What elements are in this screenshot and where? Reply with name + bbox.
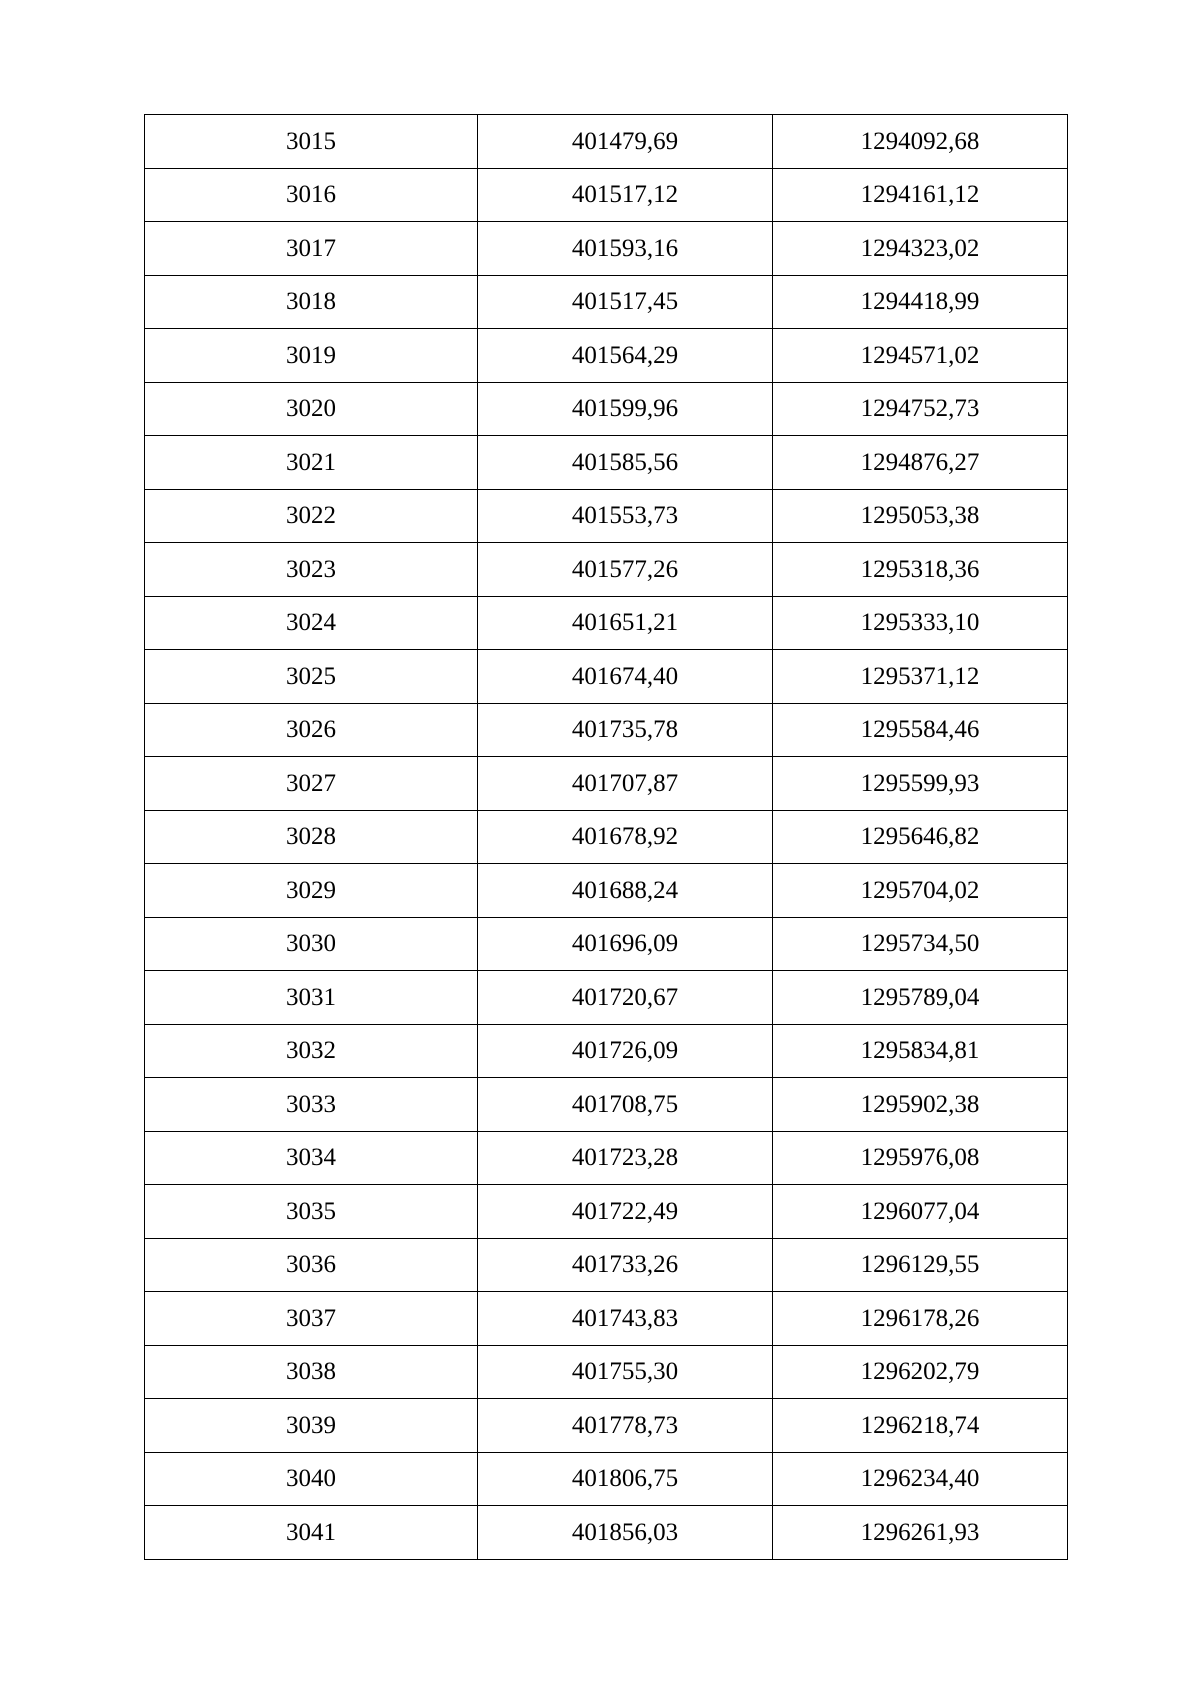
point-number-cell: 3027 <box>145 757 478 811</box>
table-row <box>145 543 1068 597</box>
point-number-cell: 3032 <box>145 1024 478 1078</box>
point-number-cell: 3016 <box>145 168 478 222</box>
y-coordinate-cell: 1296202,79 <box>773 1345 1068 1399</box>
table-row <box>145 703 1068 757</box>
table-row <box>145 810 1068 864</box>
point-number-cell: 3039 <box>145 1399 478 1453</box>
table-row <box>145 275 1068 329</box>
x-coordinate-cell: 401517,45 <box>478 275 773 329</box>
x-coordinate-cell: 401553,73 <box>478 489 773 543</box>
table-row <box>145 1238 1068 1292</box>
x-coordinate-cell: 401755,30 <box>478 1345 773 1399</box>
x-coordinate-cell: 401720,67 <box>478 971 773 1025</box>
y-coordinate-cell: 1295789,04 <box>773 971 1068 1025</box>
point-number-cell: 3024 <box>145 596 478 650</box>
point-number-cell: 3038 <box>145 1345 478 1399</box>
table-row <box>145 1292 1068 1346</box>
y-coordinate-cell: 1295371,12 <box>773 650 1068 704</box>
table-row <box>145 650 1068 704</box>
point-number-cell: 3030 <box>145 917 478 971</box>
x-coordinate-cell: 401651,21 <box>478 596 773 650</box>
table-row <box>145 1452 1068 1506</box>
y-coordinate-cell: 1295333,10 <box>773 596 1068 650</box>
table-row <box>145 596 1068 650</box>
point-number-cell: 3036 <box>145 1238 478 1292</box>
table-row <box>145 329 1068 383</box>
x-coordinate-cell: 401688,24 <box>478 864 773 918</box>
point-number-cell: 3015 <box>145 115 478 169</box>
x-coordinate-cell: 401806,75 <box>478 1452 773 1506</box>
point-number-cell: 3022 <box>145 489 478 543</box>
table-row <box>145 757 1068 811</box>
point-number-cell: 3033 <box>145 1078 478 1132</box>
x-coordinate-cell: 401517,12 <box>478 168 773 222</box>
point-number-cell: 3031 <box>145 971 478 1025</box>
x-coordinate-cell: 401726,09 <box>478 1024 773 1078</box>
point-number-cell: 3037 <box>145 1292 478 1346</box>
point-number-cell: 3021 <box>145 436 478 490</box>
point-number-cell: 3019 <box>145 329 478 383</box>
y-coordinate-cell: 1294161,12 <box>773 168 1068 222</box>
table-row <box>145 489 1068 543</box>
x-coordinate-cell: 401735,78 <box>478 703 773 757</box>
point-number-cell: 3020 <box>145 382 478 436</box>
y-coordinate-cell: 1296234,40 <box>773 1452 1068 1506</box>
coordinates-table-body <box>145 115 1068 1560</box>
table-row <box>145 1185 1068 1239</box>
point-number-cell: 3025 <box>145 650 478 704</box>
y-coordinate-cell: 1296129,55 <box>773 1238 1068 1292</box>
table-row <box>145 115 1068 169</box>
y-coordinate-cell: 1295902,38 <box>773 1078 1068 1132</box>
x-coordinate-cell: 401696,09 <box>478 917 773 971</box>
x-coordinate-cell: 401856,03 <box>478 1506 773 1560</box>
x-coordinate-cell: 401674,40 <box>478 650 773 704</box>
x-coordinate-cell: 401577,26 <box>478 543 773 597</box>
y-coordinate-cell: 1295599,93 <box>773 757 1068 811</box>
y-coordinate-cell: 1295053,38 <box>773 489 1068 543</box>
x-coordinate-cell: 401733,26 <box>478 1238 773 1292</box>
table-row <box>145 864 1068 918</box>
point-number-cell: 3028 <box>145 810 478 864</box>
table-row <box>145 1131 1068 1185</box>
coordinates-table <box>144 114 1068 1560</box>
x-coordinate-cell: 401593,16 <box>478 222 773 276</box>
y-coordinate-cell: 1296077,04 <box>773 1185 1068 1239</box>
x-coordinate-cell: 401479,69 <box>478 115 773 169</box>
y-coordinate-cell: 1295584,46 <box>773 703 1068 757</box>
table-row <box>145 1506 1068 1560</box>
y-coordinate-cell: 1295734,50 <box>773 917 1068 971</box>
x-coordinate-cell: 401743,83 <box>478 1292 773 1346</box>
point-number-cell: 3023 <box>145 543 478 597</box>
table-row <box>145 1078 1068 1132</box>
point-number-cell: 3041 <box>145 1506 478 1560</box>
x-coordinate-cell: 401599,96 <box>478 382 773 436</box>
y-coordinate-cell: 1294752,73 <box>773 382 1068 436</box>
point-number-cell: 3017 <box>145 222 478 276</box>
table-row <box>145 1024 1068 1078</box>
y-coordinate-cell: 1294418,99 <box>773 275 1068 329</box>
table-row <box>145 436 1068 490</box>
table-row <box>145 917 1068 971</box>
x-coordinate-cell: 401723,28 <box>478 1131 773 1185</box>
y-coordinate-cell: 1295646,82 <box>773 810 1068 864</box>
table-row <box>145 971 1068 1025</box>
y-coordinate-cell: 1296218,74 <box>773 1399 1068 1453</box>
x-coordinate-cell: 401585,56 <box>478 436 773 490</box>
point-number-cell: 3034 <box>145 1131 478 1185</box>
x-coordinate-cell: 401722,49 <box>478 1185 773 1239</box>
point-number-cell: 3018 <box>145 275 478 329</box>
y-coordinate-cell: 1295318,36 <box>773 543 1068 597</box>
x-coordinate-cell: 401564,29 <box>478 329 773 383</box>
y-coordinate-cell: 1296178,26 <box>773 1292 1068 1346</box>
y-coordinate-cell: 1294323,02 <box>773 222 1068 276</box>
table-row <box>145 168 1068 222</box>
table-row <box>145 222 1068 276</box>
y-coordinate-cell: 1295834,81 <box>773 1024 1068 1078</box>
point-number-cell: 3029 <box>145 864 478 918</box>
y-coordinate-cell: 1294876,27 <box>773 436 1068 490</box>
table-row <box>145 382 1068 436</box>
y-coordinate-cell: 1296261,93 <box>773 1506 1068 1560</box>
point-number-cell: 3035 <box>145 1185 478 1239</box>
y-coordinate-cell: 1294092,68 <box>773 115 1068 169</box>
table-row <box>145 1399 1068 1453</box>
x-coordinate-cell: 401707,87 <box>478 757 773 811</box>
y-coordinate-cell: 1294571,02 <box>773 329 1068 383</box>
x-coordinate-cell: 401778,73 <box>478 1399 773 1453</box>
point-number-cell: 3026 <box>145 703 478 757</box>
x-coordinate-cell: 401678,92 <box>478 810 773 864</box>
x-coordinate-cell: 401708,75 <box>478 1078 773 1132</box>
y-coordinate-cell: 1295704,02 <box>773 864 1068 918</box>
y-coordinate-cell: 1295976,08 <box>773 1131 1068 1185</box>
point-number-cell: 3040 <box>145 1452 478 1506</box>
table-row <box>145 1345 1068 1399</box>
